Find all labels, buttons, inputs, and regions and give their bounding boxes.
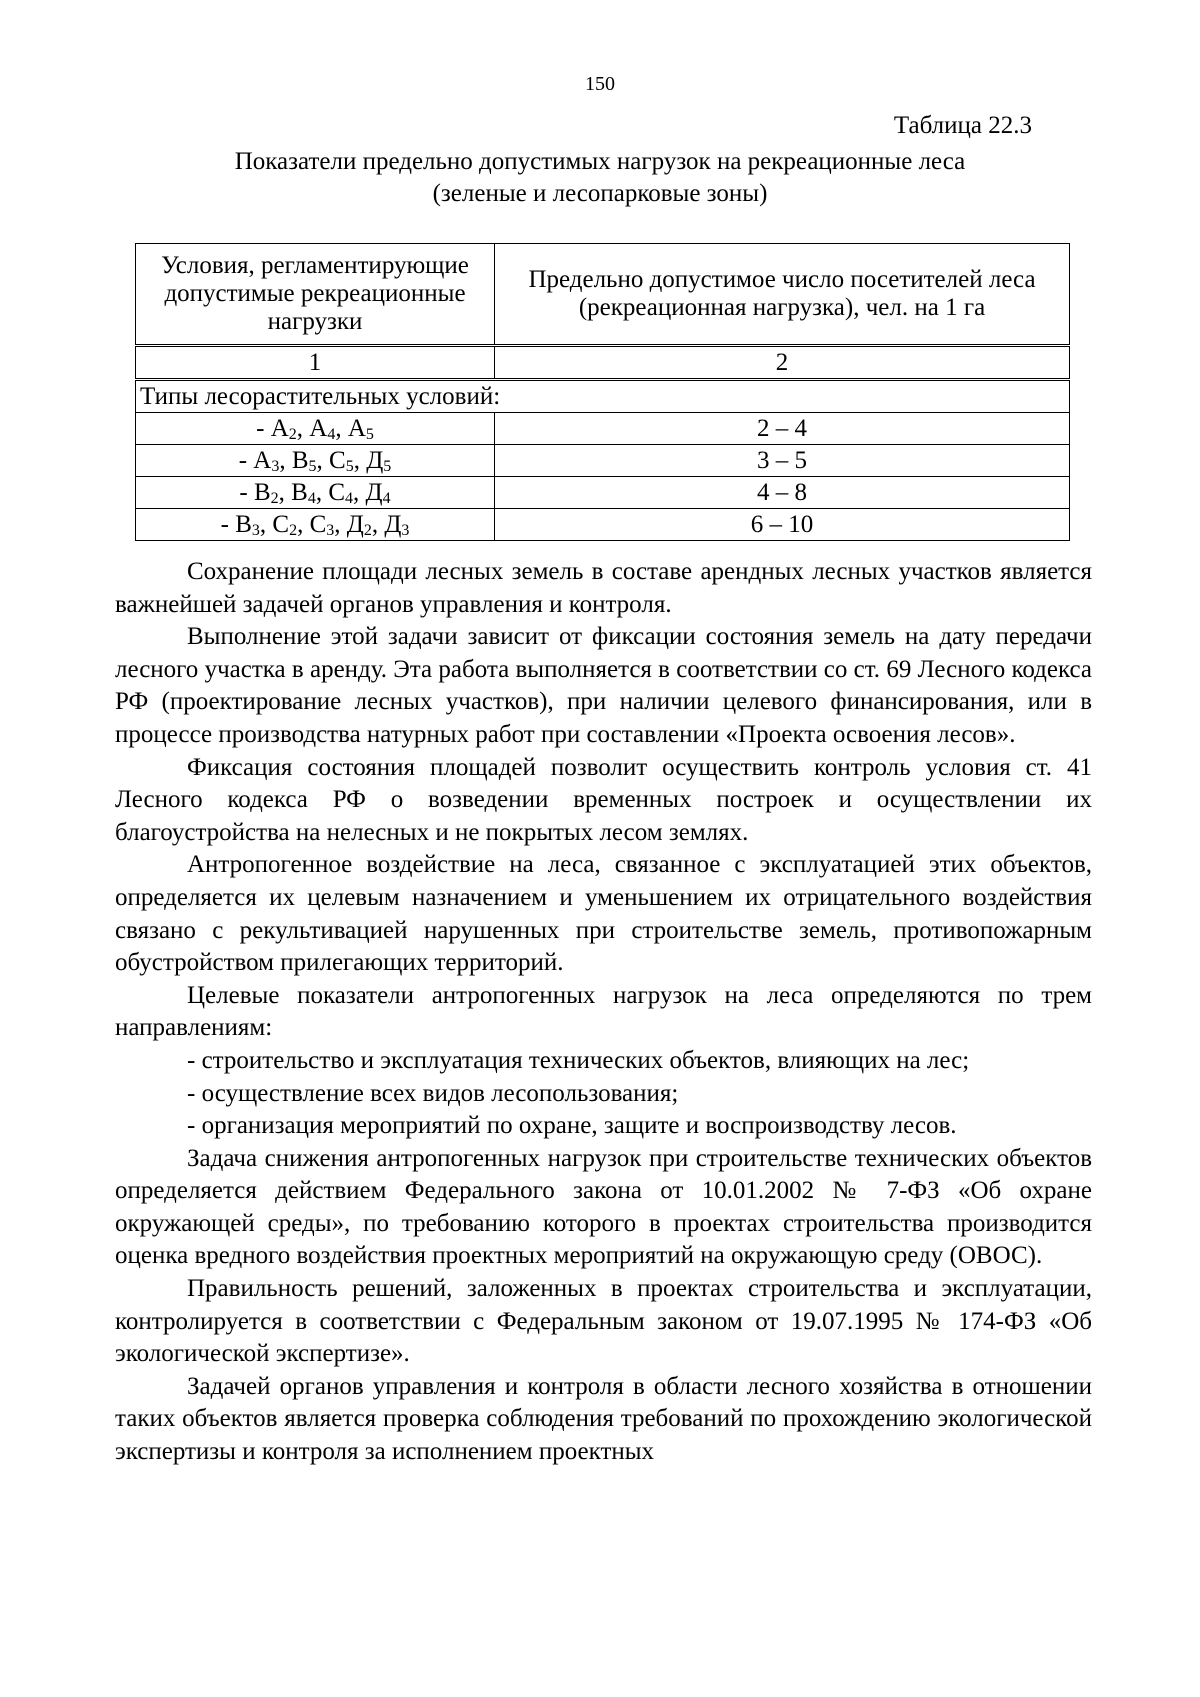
table-caption: [112, 146, 1088, 210]
condition-code: $С_2$: [272, 510, 298, 539]
table-row: [136, 445, 1070, 477]
condition-code: $Д_4$: [365, 478, 391, 507]
condition-code: $А_2$: [270, 414, 297, 443]
condition-code: $С_5$: [329, 446, 354, 475]
condition-code: $С_4$: [328, 478, 354, 507]
condition-code-index: 3: [326, 521, 335, 539]
condition-code: $Д_3$: [384, 510, 410, 539]
condition-code: $Д_2$: [346, 510, 372, 539]
condition-code-index: 2: [288, 425, 297, 443]
paragraph: Правильность решений, заложенных в проектах строительства и эксплуатации, контролируется в соответствии с Федеральным законом от 19.07.1995 № 174-ФЗ «Об экологической экспертизе».: [115, 1275, 1092, 1368]
paragraph: Антропогенное воздействие на леса, связанное с эксплуатацией этих объектов, определяется их целевым назначением и уменьшением их отрицательного воздействия связано с рекультивацией нарушенных при строительстве земель, противопожарным обустройством прилегающих территорий.: [115, 851, 1092, 977]
condition-code-index: 3: [251, 521, 260, 539]
condition-code: $А_3$: [253, 446, 280, 475]
visitor-limit: 6 – 10: [495, 509, 1070, 541]
condition-code-index: 5: [365, 425, 374, 443]
forest-condition-type: - $А_3$, $В_5$, $С_5$, $Д_5$: [136, 445, 495, 477]
condition-code-index: 2: [270, 489, 279, 507]
column-number-row: [136, 346, 1070, 380]
table-row: [136, 509, 1070, 541]
visitor-limit: 2 – 4: [495, 413, 1070, 445]
table-row: [136, 413, 1070, 445]
condition-code-index: 4: [307, 489, 316, 507]
paragraph: Задачей органов управления и контроля в области лесного хозяйства в отношении таких объектов является проверка соблюдения требований по прохождению экологической экспертизы и контроля за исполнением проектных: [115, 1372, 1092, 1466]
recreation-load-table: [135, 243, 1070, 541]
condition-code: $В_4$: [291, 478, 316, 507]
list-item: - осуществление всех видов лесопользования;: [187, 1079, 679, 1107]
table-header-conditions: Условия, регламентирующие допустимые рекреационные нагрузки: [136, 244, 495, 346]
table-row: [136, 477, 1070, 509]
visitor-limit: 4 – 8: [495, 477, 1070, 509]
table-label: Таблица 22.3: [893, 112, 1032, 139]
condition-code: $С_3$: [309, 510, 335, 539]
paragraph: Целевые показатели антропогенных нагрузок на леса определяются по трем направлениям:: [115, 981, 1092, 1042]
condition-code-index: 4: [327, 425, 336, 443]
condition-code-index: 5: [345, 457, 354, 475]
condition-code-index: 4: [382, 489, 391, 507]
condition-code-index: 3: [401, 521, 410, 539]
table-caption-line-2: (зеленые и лесопарковые зоны): [432, 180, 768, 207]
table-header-visitors: Предельно допустимое число посетителей леса (рекреационная нагрузка), чел. на 1 га: [495, 244, 1070, 346]
table-header-row: [136, 244, 1070, 346]
table-caption-line-1: Показатели предельно допустимых нагрузок на рекреационные леса: [234, 148, 966, 175]
forest-condition-type: - $В_3$, $С_2$, $С_3$, $Д_2$, $Д_3$: [136, 509, 495, 541]
condition-code: $В_2$: [253, 478, 279, 507]
forest-condition-type: - $А_2$, $А_4$, $А_5$: [136, 413, 495, 445]
paragraph: Фиксация состояния площадей позволит осуществить контроль условия ст. 41 Лесного кодекса РФ о возведении временных построек и осуществлении их благоустройства на нелесных и не покрытых лесом землях.: [115, 753, 1092, 846]
condition-code-index: 4: [345, 489, 354, 507]
forest-condition-type: - $В_2$, $В_4$, $С_4$, $Д_4$: [136, 477, 495, 509]
visitor-limit: 3 – 5: [495, 445, 1070, 477]
condition-code-index: 2: [363, 521, 372, 539]
condition-code: $В_5$: [291, 446, 317, 475]
condition-code: $В_3$: [235, 510, 260, 539]
condition-code-index: 3: [271, 457, 280, 475]
condition-code-index: 5: [383, 457, 392, 475]
group-label: Типы лесорастительных условий:: [136, 380, 1070, 413]
condition-code: $Д_5$: [366, 446, 392, 475]
condition-code-index: 5: [308, 457, 317, 475]
condition-code: $А_5$: [347, 414, 374, 443]
condition-code: $А_4$: [309, 414, 336, 443]
list-item: - организация мероприятий по охране, защите и воспроизводству лесов.: [187, 1112, 957, 1140]
condition-code-index: 2: [289, 521, 298, 539]
page-number: 150: [585, 73, 615, 95]
column-number: 1: [136, 346, 495, 380]
body-text: [115, 556, 1092, 1469]
paragraph: Сохранение площади лесных земель в составе арендных лесных участков является важнейшей задачей органов управления и контроля.: [115, 558, 1092, 618]
paragraph: Выполнение этой задачи зависит от фиксации состояния земель на дату передачи лесного участка в аренду. Эта работа выполняется в соответствии со ст. 69 Лесного кодекса РФ (проектирование лесных участков), при наличии целевого финансирования, или в процессе производства натурных работ при составлении «Проекта освоения лесов».: [115, 623, 1092, 748]
list-item: - строительство и эксплуатация технических объектов, влияющих на лес;: [187, 1046, 970, 1074]
paragraph: Задача снижения антропогенных нагрузок при строительстве технических объектов определяется действием Федерального закона от 10.01.2002 № 7-ФЗ «Об охране окружающей среды», по требованию которого в проектах строительства производится оценка вредного воздействия проектных мероприятий на окружающую среду (ОВОС).: [115, 1144, 1092, 1270]
column-number: 2: [495, 346, 1070, 380]
group-row: [136, 380, 1070, 413]
